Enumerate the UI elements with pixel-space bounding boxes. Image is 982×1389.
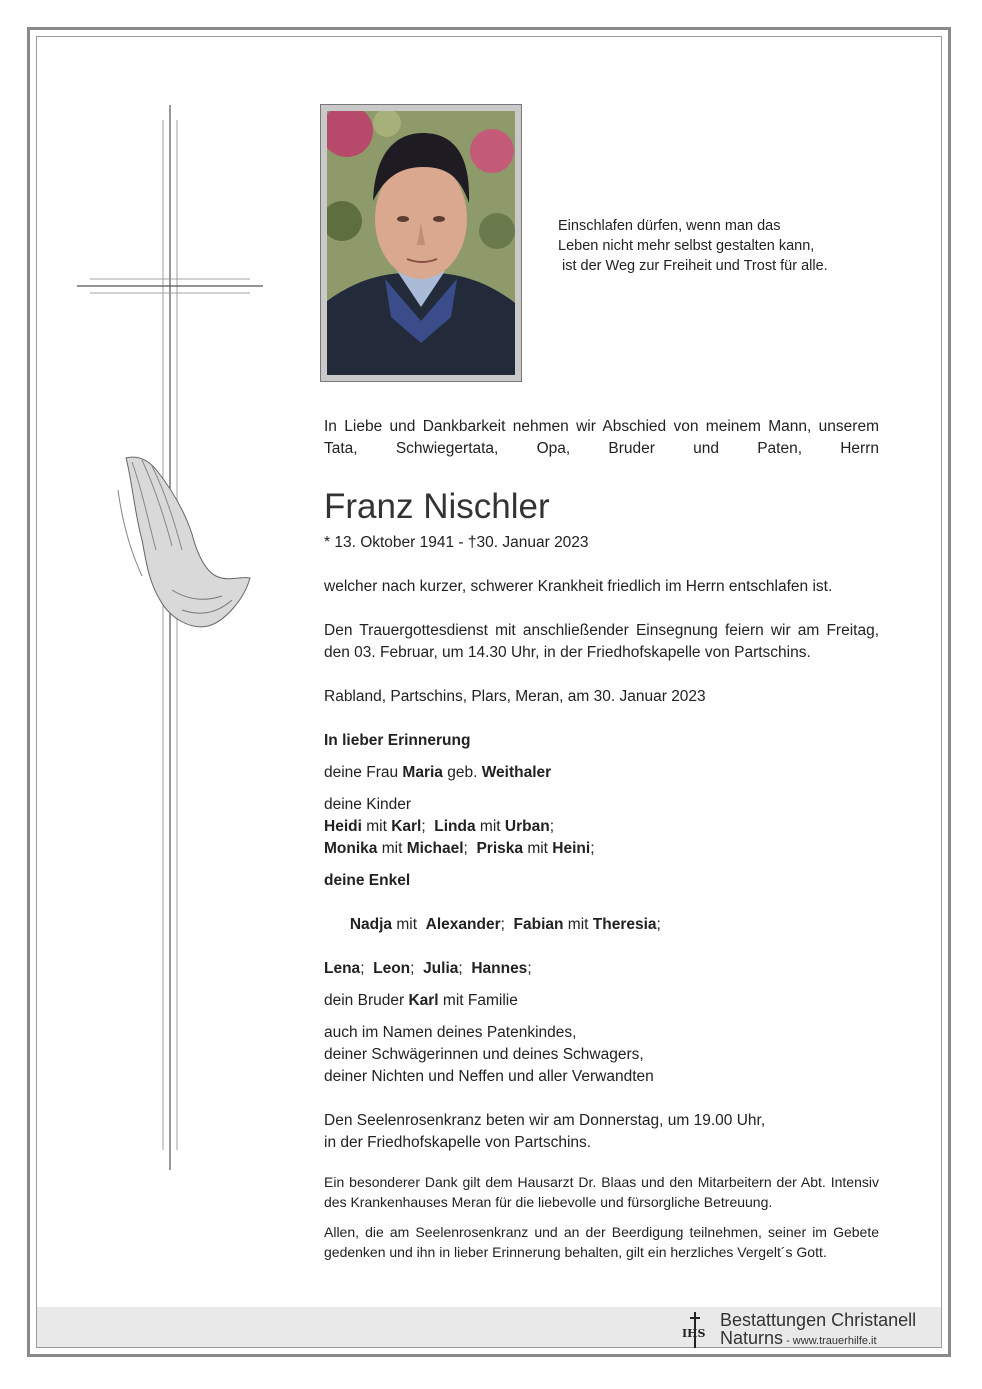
grandchildren-row	[324, 892, 879, 958]
partner-name: Urban	[504, 818, 550, 835]
text: ;	[590, 840, 595, 857]
also-line: deiner Nichten und Neffen und aller Verwandten	[324, 1068, 654, 1085]
text: ;	[463, 840, 477, 857]
grandchild-name: Fabian	[513, 916, 564, 933]
intro-span: In Liebe und Dankbarkeit nehmen wir Abschied von meinem Mann, unserem Tata, Schwiegertata, Opa, Bruder und Paten, Herrn	[324, 418, 879, 457]
rosary-line: in der Friedhofskapelle von Partschins.	[324, 1134, 592, 1151]
cross-icon	[70, 100, 270, 1175]
rosary-block	[324, 1110, 879, 1154]
text: mit	[523, 840, 553, 857]
mourners-heading	[324, 730, 879, 752]
text: deine Frau	[324, 764, 403, 781]
wife-line	[324, 762, 879, 784]
praying-hands-icon	[112, 450, 252, 635]
partner-name: Heini	[552, 840, 591, 857]
child-name: Priska	[476, 840, 524, 857]
text: mit	[361, 818, 392, 835]
brother-line	[324, 990, 879, 1012]
text: mit	[377, 840, 407, 857]
partner-name: Alexander	[425, 916, 501, 933]
obituary-text	[324, 416, 879, 1262]
quote-line: Einschlafen dürfen, wenn man das	[558, 218, 781, 234]
text: mit Familie	[438, 992, 518, 1009]
grandchild-name: Nadja	[349, 916, 393, 933]
quote-block	[558, 216, 878, 276]
rosary-line: Den Seelenrosenkranz beten wir am Donnerstag, um 19.00 Uhr,	[324, 1112, 766, 1129]
text: mit	[563, 916, 593, 933]
label-bold: deine Enkel	[324, 872, 411, 889]
thanks-doctor: Ein besonderer Dank gilt dem Hausarzt Dr. Blaas und den Mitarbeitern der Abt. Intensiv des Krankenhauses Meran für die liebevolle und fürsorgliche Betreuung.	[324, 1174, 879, 1210]
partner-name: Theresia	[592, 916, 657, 933]
intro-text	[324, 416, 879, 460]
svg-text:IHS: IHS	[682, 1327, 706, 1340]
grandchild-name: Lena	[324, 960, 361, 977]
company-url: - www.trauerhilfe.it	[783, 1335, 877, 1347]
quote-line: ist der Weg zur Freiheit und Trost für alle.	[562, 258, 828, 274]
company-town: Naturns	[720, 1328, 784, 1348]
brother-name: Karl	[408, 992, 439, 1009]
children-row	[324, 816, 879, 838]
child-name: Monika	[324, 840, 378, 857]
also-line: deiner Schwägerinnen und deines Schwagers,	[324, 1046, 644, 1063]
portrait-photo	[320, 104, 522, 382]
footer-second-line	[720, 1329, 916, 1350]
partner-name: Karl	[391, 818, 422, 835]
text: ;	[421, 818, 435, 835]
partner-name: Michael	[406, 840, 464, 857]
text: dein Bruder	[324, 992, 409, 1009]
heading-bold: In lieber Erinnerung	[324, 732, 471, 749]
wife-maiden-name: Weithaler	[481, 764, 552, 781]
wife-first-name: Maria	[402, 764, 443, 781]
text: geb.	[442, 764, 482, 781]
grandchild-name: Hannes	[471, 960, 528, 977]
place-date: Rabland, Partschins, Plars, Meran, am 30. Januar 2023	[324, 688, 706, 705]
grandchild-name: Julia	[423, 960, 459, 977]
life-dates: * 13. Oktober 1941 - †30. Januar 2023	[324, 534, 589, 551]
children-block	[324, 794, 879, 860]
also-line: auch im Namen deines Patenkindes,	[324, 1024, 577, 1041]
grandchildren-row: Lena; Leon; Julia; Hannes;	[324, 960, 532, 977]
children-label: deine Kinder	[324, 796, 412, 813]
text: ;	[656, 916, 661, 933]
text: ;	[549, 818, 554, 835]
deceased-name: Franz Nischler	[324, 487, 550, 526]
grandchildren-label	[324, 870, 879, 892]
text: mit	[475, 818, 505, 835]
also-block	[324, 1022, 879, 1088]
child-name: Heidi	[324, 818, 362, 835]
quote-line: Leben nicht mehr selbst gestalten kann,	[558, 238, 815, 254]
child-name: Linda	[434, 818, 476, 835]
grandchildren-block	[324, 870, 879, 980]
text: mit	[392, 916, 426, 933]
footer-company	[720, 1311, 916, 1350]
text: ;	[500, 916, 514, 933]
service-text: Den Trauergottesdienst mit anschließender Einsegnung feiern wir am Freitag, den 03. Februar, um 14.30 Uhr, in der Friedhofskapelle von Partschins.	[324, 622, 879, 661]
funeral-logo-icon	[680, 1311, 714, 1349]
grandchild-name: Leon	[373, 960, 411, 977]
passing-text: welcher nach kurzer, schwerer Krankheit friedlich im Herrn entschlafen ist.	[324, 578, 833, 595]
children-row	[324, 838, 879, 860]
thanks-all: Allen, die am Seelenrosenkranz und an der Beerdigung teilnehmen, seiner im Gebete gedenken und ihn in lieber Erinnerung behalten, gilt ein herzliches Vergelt´s Gott.	[324, 1224, 879, 1260]
company-name: Bestattungen Christanell	[720, 1310, 917, 1330]
